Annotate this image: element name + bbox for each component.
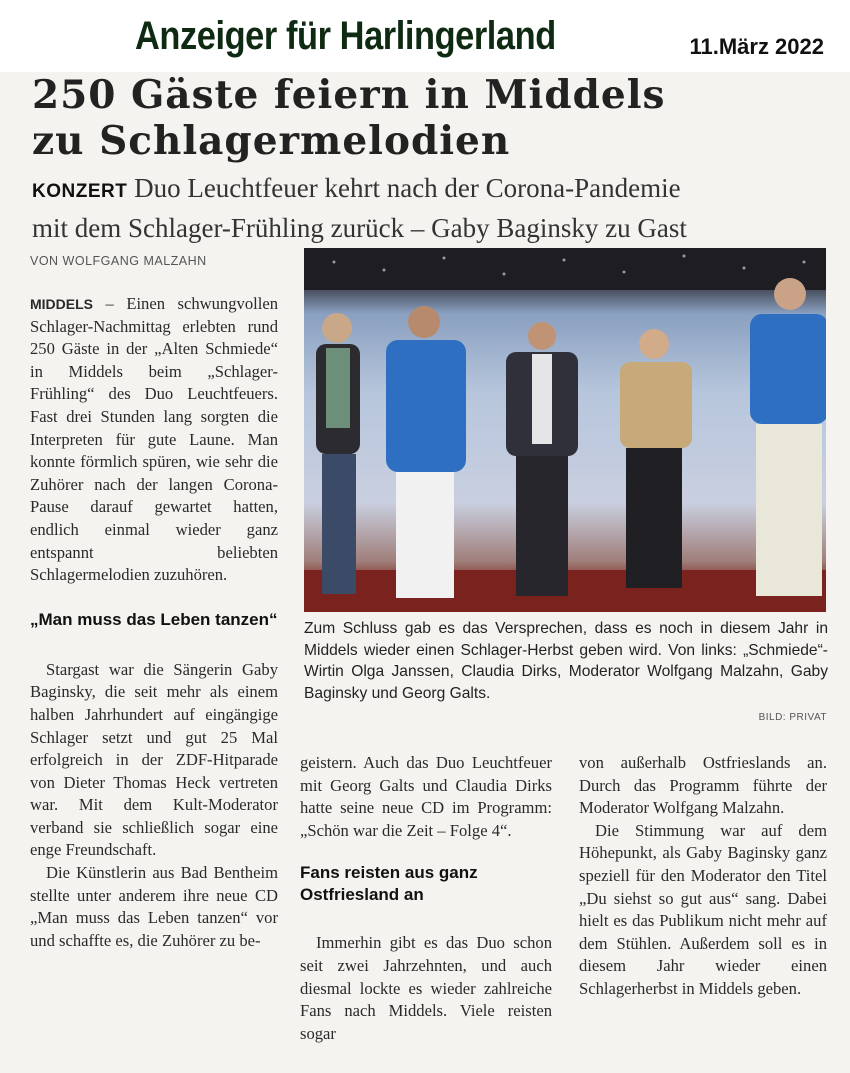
- paragraph: von außerhalb Ostfrieslands an. Durch das Programm führte der Moderator Wolfgang Malzahn.: [579, 753, 827, 818]
- lead-text: Einen schwungvollen Schlager-Nachmittag erlebten rund 250 Gäste in der „Alten Schmiede“ in Middels beim „Schlager-Frühling“ des Duo Leuchtfeuers. Fast drei Stunden lang sorgten die Interpreten für gute Laune. Man konnte förmlich spüren, wie sehr die Zuhörer nach der langen Corona-Pause darauf gewartet hatten, endlich einmal wieder ganz entspannt beliebten Schlagermelodien zuzuhören.: [30, 294, 278, 585]
- section-heading-1: „Man muss das Leben tanzen“: [30, 609, 278, 629]
- article-column-1: [30, 293, 278, 952]
- newspaper-name: Anzeiger für Harlingerland: [135, 14, 556, 58]
- publication-date: 11.März 2022: [689, 34, 824, 59]
- lead-paragraph: MIDDELS – Einen schwungvollen Schlager-Nachmittag erlebten rund 250 Gäste in der „Alten Schmiede“ in Middels beim „Schlager-Frühling“ des Duo Leuchtfeuers. Fast drei Stunden lang sorgten die Interpreten für gute Laune. Man konnte förmlich spüren, wie sehr die Zuhörer nach der langen Corona-Pause darauf gewartet hatten, endlich einmal wieder ganz entspannt beliebten Schlagermelodien zuzuhören.: [30, 294, 278, 585]
- article-headline: [32, 72, 665, 164]
- article-column-2: [300, 752, 552, 1045]
- paragraph: geistern. Auch das Duo Leuchtfeuer mit Georg Galts und Claudia Dirks hatte seine neue CD im Programm: „Schön war die Zeit – Folge 4“.: [300, 753, 552, 840]
- kicker-label: KONZERT: [32, 181, 128, 202]
- photo-caption: Zum Schluss gab es das Versprechen, dass es noch in diesem Jahr in Middels wieder einen Schlager-Herbst geben wird. Von links: „Schmiede“-Wirtin Olga Janssen, Claudia Dirks, Moderator Wolfgang Malzahn, Gaby Baginsky und Georg Galts.: [304, 620, 828, 702]
- author-byline: VON WOLFGANG MALZAHN: [30, 254, 207, 268]
- stage-illustration: [304, 248, 826, 612]
- paragraph: Die Künstlerin aus Bad Bentheim stellte unter anderem ihre neue CD „Man muss das Leben tanzen“ vor und schaffte es, die Zuhörer zu be-: [30, 863, 278, 950]
- section-heading-2: Fans reisten aus ganz Ostfriesland an: [300, 863, 478, 905]
- photo-credit: BILD: PRIVAT: [758, 712, 827, 723]
- headline-line-2: zu Schlagermelodien: [32, 118, 511, 164]
- paragraph: Immerhin gibt es das Duo schon seit zwei Jahrzehnten, und auch diesmal lockte es wieder zahlreiche Fans nach Middels. Viele reisten sogar: [300, 933, 552, 1043]
- headline-line-1: 250 Gäste feiern in Middels: [32, 72, 666, 118]
- subheadline-line-2: mit dem Schlager-Frühling zurück – Gaby Baginsky zu Gast: [32, 213, 687, 243]
- subheadline-line-1: [32, 170, 822, 210]
- subheadline-text-1: Duo Leuchtfeuer kehrt nach der Corona-Pandemie: [134, 173, 681, 203]
- paragraph: Stargast war die Sängerin Gaby Baginsky, die seit mehr als einem halben Jahrhundert auf eingängige Schlager setzt und gut 25 Mal erfolgreich in der ZDF-Hitparade von Dieter Thomas Heck vertreten war. Mit dem Kult-Moderator verband sie schließlich sogar eine enge Freundschaft.: [30, 659, 278, 860]
- paragraph: Die Stimmung war auf dem Höhepunkt, als Gaby Baginsky ganz speziell für den Moderator den Titel „Du siehst so gut aus“ sang. Dabei hielt es das Publikum nicht mehr auf dem Stühlen. Außerdem soll es in diesem Jahr wieder einen Schlagerherbst in Middels geben.: [579, 820, 827, 998]
- article-column-3: [579, 752, 827, 1001]
- dateline: MIDDELS: [30, 296, 93, 312]
- article-subheadline: [32, 170, 822, 246]
- masthead: [0, 0, 850, 72]
- concert-photo: [304, 248, 826, 612]
